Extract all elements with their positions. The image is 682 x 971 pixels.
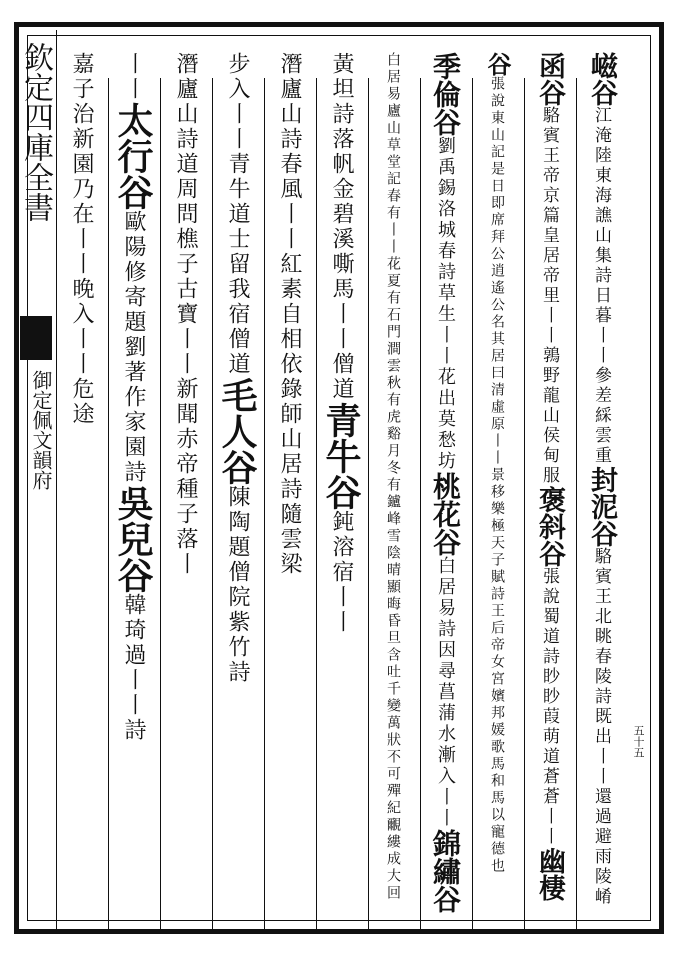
quotation-text: 青牛道士留我宿僧道 (225, 152, 250, 377)
column-rule (264, 78, 265, 930)
column-rule (368, 78, 369, 930)
column-text (378, 52, 408, 902)
text-column-7 (264, 48, 314, 924)
column-text (586, 52, 616, 907)
text-column-4 (420, 48, 470, 924)
text-column-1 (576, 48, 626, 924)
quotation-text: 晚入丨丨危途 (69, 277, 94, 427)
headword: 毛人谷 (216, 377, 258, 485)
quotation-text: 江淹陸東海譙山集詩日暮丨丨參差綵雲重 (591, 106, 611, 466)
text-column-8 (212, 48, 262, 924)
text-column-6 (316, 48, 366, 924)
text-column-10 (108, 48, 158, 924)
quotation-text: 韓琦過丨丨詩 (121, 593, 146, 743)
text-column-11 (56, 48, 106, 924)
column-rule (420, 78, 421, 930)
quotation-text: 白居易詩因尋菖蒲水漸入丨丨 (435, 556, 456, 829)
column-rule (316, 78, 317, 930)
text-column-3 (472, 48, 522, 924)
margin-column (16, 30, 57, 926)
headword: 褒斜谷 (534, 486, 565, 567)
column-text (482, 52, 512, 875)
quotation-text: 歐陽修寄題劉著作家園詩 (121, 210, 146, 485)
book-edge-title: 欽定四庫全書 (18, 42, 53, 222)
column-rule (160, 78, 161, 930)
column-rule (524, 78, 525, 930)
quotation-text: 梁 (277, 552, 302, 577)
headword: 幽棲 (534, 847, 565, 901)
book-edge-subtitle: 御定佩文韻府 (29, 370, 53, 490)
column-text (274, 52, 304, 577)
quotation-text: 嘉子治新園乃在丨丨 (69, 52, 94, 277)
column-text (534, 52, 564, 901)
column-rule (212, 78, 213, 930)
column-text (170, 52, 200, 577)
quotation-text: 白居易廬山草堂記春有丨丨花夏有石門澗雲秋有虎谿月冬有鑪峰雪陰晴顯晦昏旦含吐千變萬狀不可殫紀覼縷成大回 (385, 52, 401, 902)
column-text (320, 52, 362, 635)
quotation-text: 劉禹錫洛城春詩草生丨丨花出莫愁坊 (435, 136, 456, 472)
column-rule (108, 78, 109, 930)
quotation-text: 新聞赤帝種子落丨 (173, 377, 198, 577)
quotation-text: 鈍溶宿丨丨 (329, 510, 354, 635)
headword: 青牛谷 (320, 402, 362, 510)
column-text (216, 52, 258, 685)
quotation-text: 潛廬山詩春風丨丨紅素自相依 (277, 52, 302, 377)
headword: 函谷 (534, 52, 565, 106)
headword: 谷 (483, 52, 512, 76)
headword: 太行谷 (112, 102, 154, 210)
quotation-text: 黃坦詩落帆金碧溪嘶馬丨丨僧道 (329, 52, 354, 402)
column-text (66, 52, 96, 427)
text-column-2 (524, 48, 574, 924)
headword: 嵫谷 (586, 52, 617, 106)
column-rule (472, 78, 473, 930)
column-rule (56, 78, 57, 930)
column-text (430, 52, 460, 913)
fishtail-mark (20, 316, 52, 360)
quotation-text: 錄師山居詩隨雲 (277, 377, 302, 552)
column-text (112, 52, 154, 743)
quotation-text: 步入丨丨 (225, 52, 250, 152)
quotation-text: 張說蜀道詩眇眇葭萌道蒼蒼丨丨 (539, 567, 559, 847)
headword: 封泥谷 (586, 466, 617, 547)
column-rule (576, 78, 577, 930)
text-column-5 (368, 48, 418, 924)
headword: 吳兒谷 (112, 485, 154, 593)
page-number: 五十五 (632, 725, 645, 758)
headword: 桃花谷 (429, 472, 462, 556)
headword: 季倫谷 (429, 52, 462, 136)
quotation-text: 駱賓王北眺春陵詩既出丨丨還過避雨陵崤 (591, 547, 611, 907)
headword: 錦繡谷 (429, 829, 462, 913)
quotation-text: 潛廬山詩道周問樵子古寶丨丨 (173, 52, 198, 377)
quotation-text: 駱賓王帝京篇皇居帝里丨丨鶉野龍山侯甸服 (539, 106, 559, 486)
quotation-text: 張說東山記是日即席拜公逍遙公名其居曰清虛原丨丨景移樂極天子賦詩王后帝女宮嬪邦媛歌馬和馬以寵德也 (489, 76, 505, 875)
quotation-text: 陳陶題僧院紫竹詩 (225, 485, 250, 685)
quotation-text: 丨丨 (121, 52, 146, 102)
text-column-9 (160, 48, 210, 924)
